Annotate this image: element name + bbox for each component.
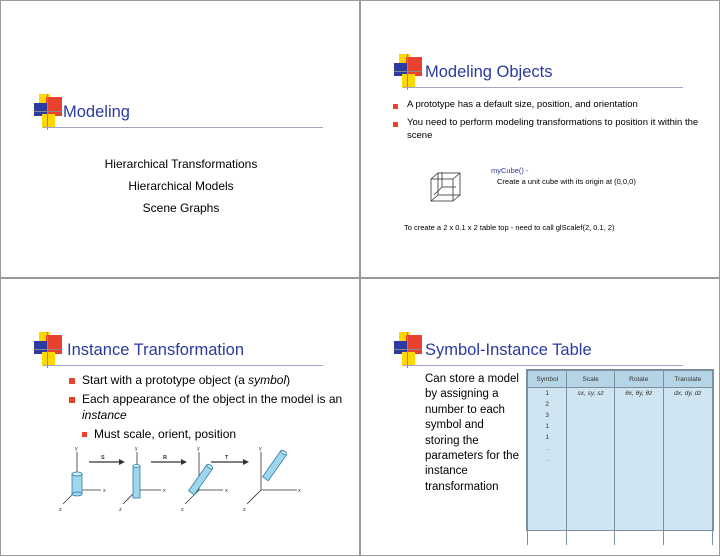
function-description: Create a unit cube with its origin at (0,0,0) [497, 177, 636, 186]
symbol-instance-table [526, 369, 714, 531]
bullet-item: A prototype has a default size, position, and orientation [393, 98, 713, 111]
table-cell: 1 [528, 388, 567, 399]
axis-label: y [135, 446, 138, 452]
slide-modeling-objects [360, 0, 720, 278]
axis-label: x [225, 488, 228, 494]
slide-decoration [34, 94, 62, 130]
table-cell: dx, dy, dz [663, 388, 712, 399]
table-row [528, 454, 713, 465]
slide-title: Instance Transformation [67, 341, 245, 359]
title-rule [43, 127, 323, 128]
axis-label: z [181, 507, 184, 513]
title-rule [403, 365, 683, 366]
cube-diagram [423, 169, 487, 207]
slide-symbol-instance-table [360, 278, 720, 556]
sub-bullet-item: Must scale, orient, position [69, 426, 349, 442]
slide-title: Modeling [63, 103, 130, 121]
table-header: Translate [663, 371, 712, 388]
table-cell: . [528, 443, 567, 454]
table-cell: . [528, 454, 567, 465]
bullet-icon [69, 397, 75, 403]
table-cell: θx, θy, θz [614, 388, 663, 399]
axis-label: x [298, 488, 301, 494]
title-rule [43, 365, 323, 366]
axis-label: z [243, 507, 246, 513]
table-cell: 2 [528, 399, 567, 410]
axis-label: y [197, 446, 200, 452]
table-cell: sx, sy, sz [567, 388, 614, 399]
bullet-icon [393, 104, 398, 109]
table-row [528, 432, 713, 443]
paragraph: Can store a model by assigning a number to each symbol and storing the parameters for the instance transformation [425, 373, 519, 493]
axis-label: y [259, 446, 262, 452]
slide-title: Modeling Objects [425, 63, 553, 81]
slide-decoration [394, 332, 422, 368]
subtitle-2: Hierarchical Models [128, 179, 234, 193]
table-row [528, 421, 713, 432]
slide-title: Symbol-Instance Table [425, 341, 592, 359]
table-header: Scale [567, 371, 614, 388]
table-row [528, 399, 713, 410]
slide-decoration [34, 332, 62, 368]
axis-label: x [103, 488, 106, 494]
bullet-item: Start with a prototype object (a symbol) [69, 372, 349, 388]
bullet-item: Each appearance of the object in the model is an instance [69, 391, 349, 423]
title-rule [403, 87, 683, 88]
bullet-list [393, 98, 713, 147]
bullet-icon [69, 378, 75, 384]
scale-label: S [101, 455, 105, 461]
slide-decoration [394, 54, 422, 90]
bullet-icon [393, 122, 398, 127]
slide-modeling [0, 0, 360, 278]
footnote: To create a 2 x 0.1 x 2 table top - need to call glScalef(2, 0.1, 2) [404, 223, 615, 232]
table-cell: 3 [528, 410, 567, 421]
table-cell: 1 [528, 432, 567, 443]
axis-label: x [163, 488, 166, 494]
table-cell: 1 [528, 421, 567, 432]
function-name: myCube() - [491, 166, 529, 175]
table-row [528, 443, 713, 454]
subtitle-1: Hierarchical Transformations [104, 157, 258, 171]
table-row [528, 388, 713, 399]
table-row [528, 410, 713, 421]
table-header: Symbol [528, 371, 567, 388]
rotate-label: R [163, 455, 167, 461]
bullet-icon [82, 432, 87, 437]
table-header: Rotate [614, 371, 663, 388]
axis-label: z [119, 507, 122, 513]
axis-label: y [75, 446, 78, 452]
bullet-list [69, 372, 349, 445]
instance-transform-figure [53, 444, 303, 524]
slide-instance-transformation [0, 278, 360, 556]
subtitle-3: Scene Graphs [142, 201, 220, 215]
bullet-item: You need to perform modeling transformations to position it within the scene [393, 116, 713, 142]
axis-label: z [59, 507, 62, 513]
translate-label: T [225, 455, 229, 461]
